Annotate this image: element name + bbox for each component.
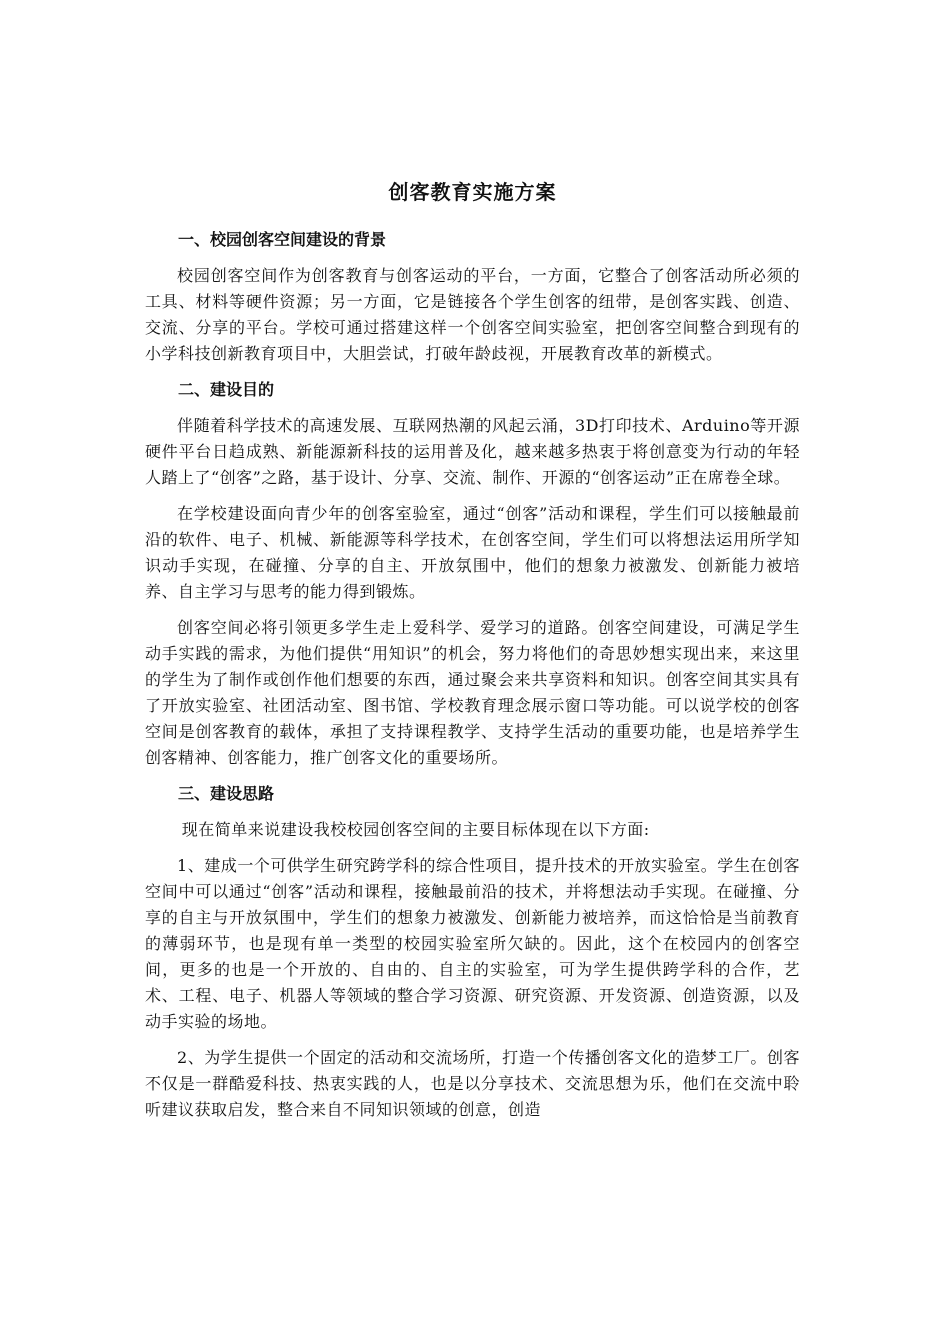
paragraph: 校园创客空间作为创客教育与创客运动的平台，一方面，它整合了创客活动所必须的工具、材料等硬件资源；另一方面，它是链接各个学生创客的纽带，是创客实践、创造、交流、分享的平台。学校可通过搭建这样一个创客空间实验室，把创客空间整合到现有的小学科技创新教育项目中，大胆尝试，打破年龄歧视，开展教育改革的新模式。 [145, 266, 800, 363]
section-purpose [145, 377, 800, 771]
paragraph: 创客空间必将引领更多学生走上爱科学、爱学习的道路。创客空间建设，可满足学生动手实践的需求，为他们提供“用知识”的机会，努力将他们的奇思妙想实现出来，来这里的学生为了制作或创作他们想要的东西，通过聚会来共享资料和知识。创客空间其实具有了开放实验室、社团活动室、图书馆、学校教育理念展示窗口等功能。可以说学校的创客空间是创客教育的载体，承担了支持课程教学、支持学生活动的重要功能，也是培养学生创客精神、创客能力，推广创客文化的重要场所。 [145, 618, 800, 767]
paragraph: 伴随着科学技术的高速发展、互联网热潮的风起云涌，3D打印技术、Arduino等开源硬件平台日趋成熟、新能源新科技的运用普及化，越来越多热衷于将创意变为行动的年轻人踏上了“创客”之路，基于设计、分享、交流、制作、开源的“创客运动”正在席卷全球。 [145, 416, 800, 487]
section-heading: 一、校园创客空间建设的背景 [178, 230, 387, 249]
section-approach [145, 781, 800, 1123]
paragraph: 1、建成一个可供学生研究跨学科的综合性项目，提升技术的开放实验室。学生在创客空间中可以通过“创客”活动和课程，接触最前沿的技术，并将想法动手实现。在碰撞、分享的自主与开放氛围中，学生们的想象力被激发、创新能力被培养，而这恰恰是当前教育的薄弱环节，也是现有单一类型的校园实验室所欠缺的。因此，这个在校园内的创客空间，更多的也是一个开放的、自由的、自主的实验室，可为学生提供跨学科的合作，艺术、工程、电子、机器人等领域的整合学习资源、研究资源、开发资源、创造资源，以及动手实验的场地。 [145, 856, 800, 1031]
section-heading: 三、建设思路 [178, 784, 275, 803]
paragraph: 2、为学生提供一个固定的活动和交流场所，打造一个传播创客文化的造梦工厂。创客不仅是一群酷爱科技、热衷实践的人，也是以分享技术、交流思想为乐，他们在交流中聆听建议获取启发，整合来自不同知识领域的创意，创造 [145, 1048, 800, 1119]
document-page [145, 176, 800, 1133]
paragraph: 在学校建设面向青少年的创客室验室，通过“创客”活动和课程，学生们可以接触最前沿的软件、电子、机械、新能源等科学技术，在创客空间，学生们可以将想法运用所学知识动手实现，在碰撞、分享的自主、开放氛围中，他们的想象力被激发、创新能力被培养、自主学习与思考的能力得到锻炼。 [145, 504, 800, 601]
section-heading: 二、建设目的 [178, 380, 275, 399]
section-background [145, 227, 800, 367]
intro-paragraph: 现在简单来说建设我校校园创客空间的主要目标体现在以下方面: [181, 820, 650, 839]
document-title: 创客教育实施方案 [388, 180, 557, 204]
